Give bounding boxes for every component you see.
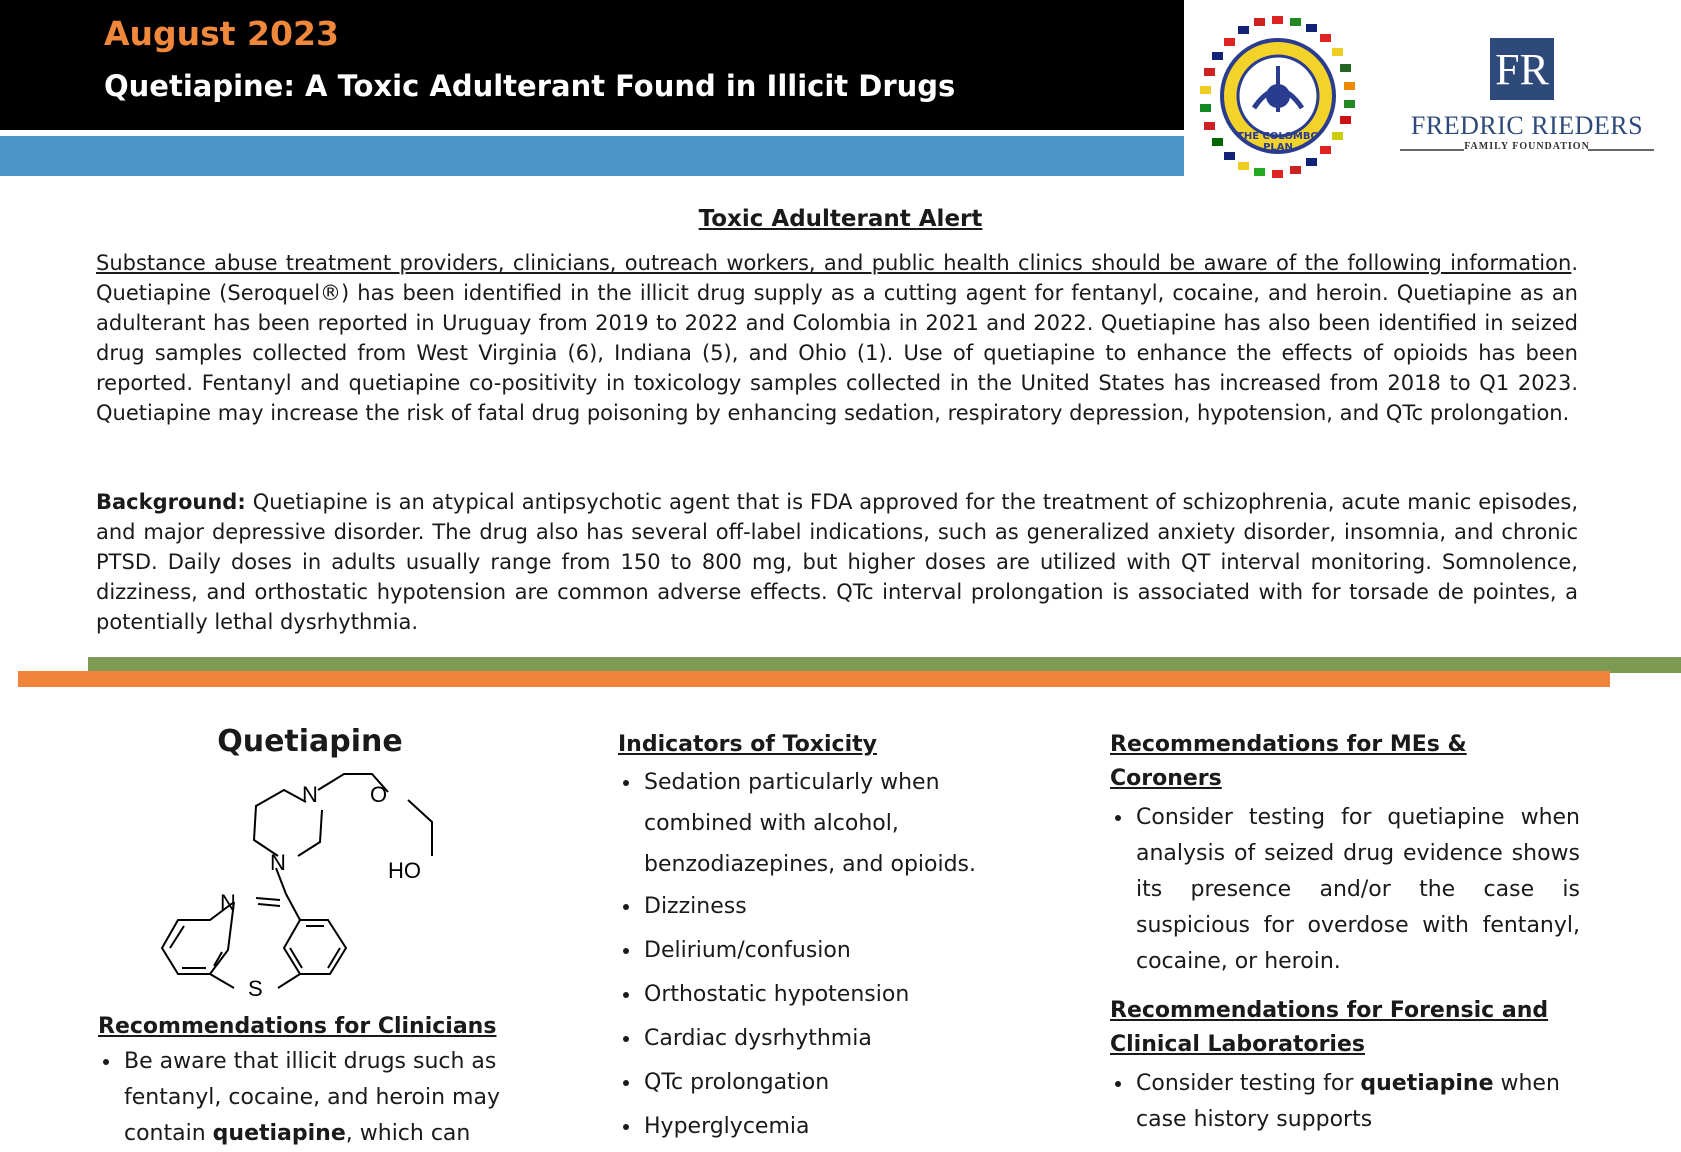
atom-o: O bbox=[370, 782, 388, 807]
labs-heading: Recommendations for Forensic and Clinical Laboratories bbox=[1110, 998, 1549, 1057]
intro-underlined-text: Substance abuse treatment providers, clinicians, outreach workers, and public health clinics should be aware of the following information bbox=[96, 251, 1572, 275]
list-item: • Hyperglycemia bbox=[642, 1105, 1048, 1149]
list-item: • Cardiac dysrhythmia bbox=[642, 1017, 1048, 1061]
orange-divider bbox=[18, 671, 1610, 687]
document-title: Quetiapine: A Toxic Adulterant Found in Illicit Drugs bbox=[104, 69, 956, 103]
atom-n-upper: N bbox=[302, 782, 318, 807]
list-item: • Be aware that illicit drugs such as fentanyl, cocaine, and heroin may contain quetiapine, which can bbox=[122, 1044, 528, 1152]
list-item: • Orthostatic hypotension bbox=[642, 973, 1048, 1017]
labs-list bbox=[1110, 1066, 1580, 1138]
toxicity-section bbox=[618, 728, 1048, 1149]
atom-n-lower: N bbox=[270, 850, 286, 875]
clinicians-section bbox=[98, 1010, 528, 1152]
structure-title: Quetiapine bbox=[217, 724, 403, 759]
mes-list bbox=[1110, 800, 1580, 980]
atom-s: S bbox=[248, 976, 263, 1000]
list-item: • Consider testing for quetiapine when analysis of seized drug evidence shows its presence and/or the case is suspicious for overdose with fentanyl, cocaine, or heroin. bbox=[1134, 800, 1580, 980]
header-blue-bar bbox=[0, 136, 1184, 176]
mes-heading: Recommendations for MEs & Coroners bbox=[1110, 732, 1467, 791]
intro-text: . Quetiapine (Seroquel®) has been identified in the illicit drug supply as a cutting agent for fentanyl, cocaine, and heroin. Quetiapine as an adulterant has been reported in Uruguay from 2019 to 2022 and Colombia in 2021 and 2022. Quetiapine has also been identified in seized drug samples collected from West Virginia (6), Indiana (5), and Ohio (1). Use of quetiapine to enhance the effects of opioids has been reported. Fentanyl and quetiapine co-positivity in toxicology samples collected in the United States has increased from 2018 to Q1 2023. Quetiapine may increase the risk of fatal drug poisoning by enhancing sedation, respiratory depression, hypotension, and QTc prolongation. bbox=[96, 251, 1578, 425]
frf-monogram: FR bbox=[1495, 45, 1549, 94]
list-item: • Sedation particularly when combined with alcohol, benzodiazepines, and opioids. bbox=[642, 762, 1048, 885]
list-item: • Consider testing for quetiapine when case history supports bbox=[1134, 1066, 1580, 1138]
toxicity-list bbox=[618, 762, 1048, 1149]
atom-n-imine: N bbox=[220, 890, 236, 915]
frf-name: FREDRIC RIEDERS bbox=[1410, 111, 1644, 140]
quetiapine-structure-diagram bbox=[148, 760, 478, 1000]
atom-ho: HO bbox=[388, 858, 421, 883]
recommendations-column bbox=[1110, 728, 1580, 1138]
list-item: • Delirium/confusion bbox=[642, 929, 1048, 973]
intro-paragraph bbox=[96, 248, 1578, 428]
colombo-plan-logo bbox=[1194, 12, 1360, 184]
background-text: Quetiapine is an atypical antipsychotic agent that is FDA approved for the treatment of schizophrenia, acute manic episodes, and major depressive disorder. The drug also has several off-label indications, such as generalized anxiety disorder, insomnia, and chronic PTSD. Daily doses in adults usually range from 150 to 800 mg, but higher doses are utilized with QT interval monitoring. Somnolence, dizziness, and orthostatic hypotension are common adverse effects. QTc interval prolongation is associated with for torsade de pointes, a potentially lethal dysrhythmia. bbox=[96, 490, 1578, 634]
frf-subtitle: FAMILY FOUNDATION bbox=[1464, 141, 1590, 152]
alert-title: Toxic Adulterant Alert bbox=[698, 206, 983, 232]
list-item: • Dizziness bbox=[642, 885, 1048, 929]
list-item: • QTc prolongation bbox=[642, 1061, 1048, 1105]
clinicians-heading: Recommendations for Clinicians bbox=[98, 1014, 497, 1039]
background-paragraph bbox=[96, 487, 1578, 637]
clinicians-list bbox=[98, 1044, 528, 1152]
background-label: Background: bbox=[96, 490, 246, 514]
colombo-plan-label: THE COLOMBO PLAN bbox=[1237, 131, 1319, 153]
toxicity-heading: Indicators of Toxicity bbox=[618, 732, 877, 757]
publication-date: August 2023 bbox=[104, 14, 339, 53]
